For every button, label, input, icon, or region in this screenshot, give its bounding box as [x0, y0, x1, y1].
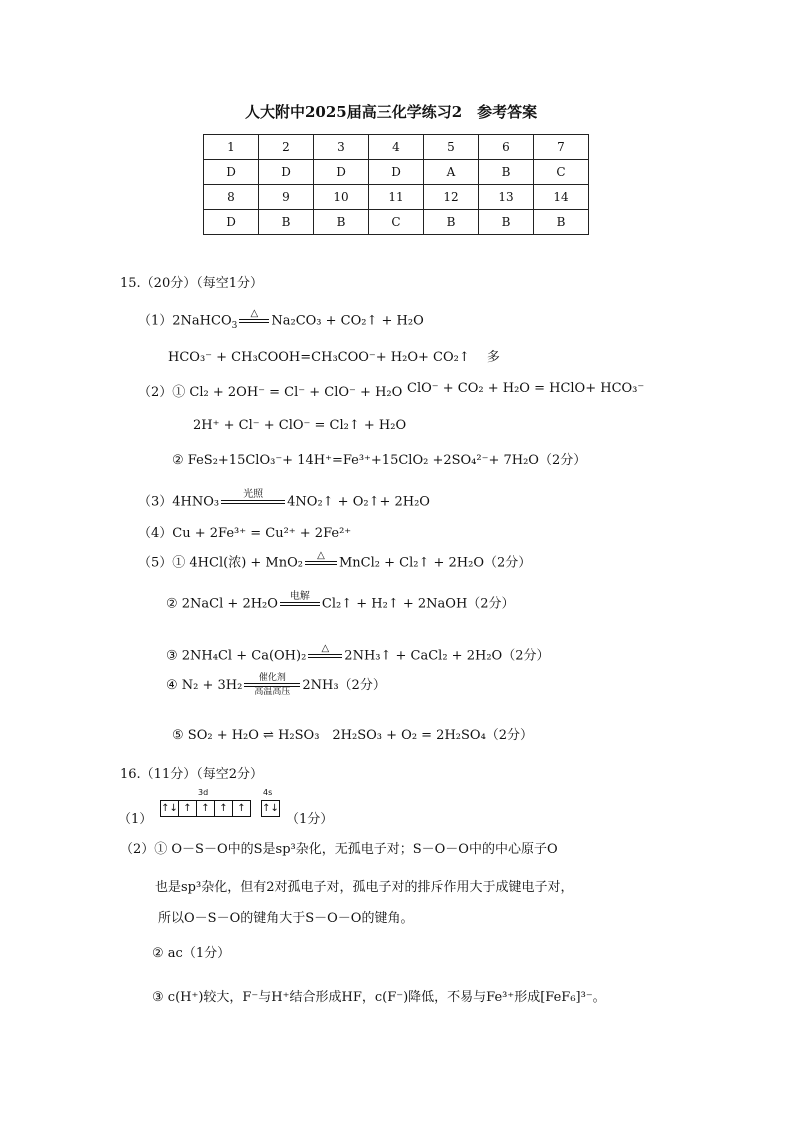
table-cell: B: [314, 210, 369, 235]
q15-p5-2-right: Cl₂↑ + H₂↑ + 2NaOH（2分）: [321, 596, 515, 612]
q15-p3-left: 4HNO₃: [172, 494, 220, 510]
q15-p5-3: [166, 644, 549, 668]
orbital-4s-diagram: [261, 800, 279, 817]
table-cell: D: [204, 210, 259, 235]
table-cell: 4: [369, 135, 424, 160]
q15-p4: （4）Cu + 2Fe³⁺ = Cu²⁺ + 2Fe²⁺: [138, 526, 352, 541]
q16-p2-line3: 所以O－S－O的键角大于S－O－O的键角。: [158, 911, 414, 926]
high-temp-pressure-condition: 高温高压: [254, 687, 291, 697]
heat-symbol: △: [250, 308, 259, 319]
table-cell: D: [259, 160, 314, 185]
answer-table: [203, 134, 589, 235]
orbital-box: ↑: [196, 800, 215, 817]
q15-p2-a1: ① Cl₂ + 2OH⁻ = Cl⁻ + ClO⁻ + H₂O: [172, 385, 403, 400]
orbital-box: ↑↓: [160, 800, 179, 817]
q15-p1-eq1: （1）2NaHCO$_3$ △ Na₂CO₃ + CO₂↑ + H₂O: [138, 308, 424, 332]
table-cell: 12: [424, 185, 479, 210]
q15-p5-3-left: ③ 2NH₄Cl + Ca(OH)₂: [166, 648, 307, 664]
table-cell: C: [369, 210, 424, 235]
q15-header: 15.（20分）（每空1分）: [120, 276, 263, 291]
heat-symbol: △: [317, 550, 325, 561]
orbital-3d-label: 3d: [198, 788, 209, 797]
q16-header: 16.（11分）（每空2分）: [120, 767, 263, 782]
q15-p2-b: ② FeS₂+15ClO₃⁻+ 14H⁺=Fe³⁺+15ClO₂ +2SO₄²⁻+ 7H₂O（2分）: [172, 453, 587, 468]
q15-p5-2-left: ② 2NaCl + 2H₂O: [166, 596, 278, 612]
page-title: 人大附中2025届高三化学练习2 参考答案: [245, 103, 538, 121]
orbital-box: ↑: [178, 800, 197, 817]
orbital-box: ↑: [214, 800, 233, 817]
table-cell: B: [534, 210, 589, 235]
q16-p1-score: （1分）: [286, 812, 334, 827]
table-cell: C: [534, 160, 589, 185]
table-cell: 9: [259, 185, 314, 210]
condition-arrow: [221, 490, 285, 514]
q16-p2-line1: （2）① O－S－O中的S是sp³杂化，无孤电子对；S－O－O中的中心原子O: [120, 842, 558, 857]
table-cell: D: [369, 160, 424, 185]
orbital-4s-label: 4s: [263, 788, 273, 797]
q15-p5-5: ⑤ SO₂ + H₂O ⇌ H₂SO₃ 2H₂SO₃ + O₂ = 2H₂SO₄（2分）: [172, 728, 534, 743]
table-row: [204, 135, 589, 160]
table-cell: 5: [424, 135, 479, 160]
q15-p1-label: （1）: [138, 313, 173, 329]
q15-p2-a2: ClO⁻ + CO₂ + H₂O = HClO+ HCO₃⁻: [407, 381, 645, 396]
table-cell: 10: [314, 185, 369, 210]
table-cell: 6: [479, 135, 534, 160]
q15-p3-right: 4NO₂↑ + O₂↑+ 2H₂O: [287, 494, 430, 510]
table-cell: B: [424, 210, 479, 235]
q15-p5-2: [166, 592, 515, 616]
q15-p5-1-left: ① 4HCl(浓) + MnO₂: [172, 555, 303, 571]
q15-p1-eq1-left: 2NaHCO: [172, 313, 232, 329]
condition-arrow: [305, 551, 337, 575]
table-cell: B: [479, 210, 534, 235]
condition-arrow: [280, 592, 320, 616]
q16-p2-b: ② ac（1分）: [152, 946, 231, 961]
table-row: [204, 210, 589, 235]
q15-p5-1-right: MnCl₂ + Cl₂↑ + 2H₂O（2分）: [338, 555, 532, 571]
table-row: [204, 160, 589, 185]
catalyst-condition: 催化剂: [258, 673, 286, 683]
table-cell: 7: [534, 135, 589, 160]
orbital-box: ↑: [232, 800, 251, 817]
table-cell: 3: [314, 135, 369, 160]
q16-p1-label: （1）: [118, 812, 153, 827]
q15-p2-label: （2）: [138, 385, 173, 400]
table-cell: D: [314, 160, 369, 185]
q15-p2-a3: 2H⁺ + Cl⁻ + ClO⁻ = Cl₂↑ + H₂O: [193, 418, 407, 433]
q15-p1-eq1-right: Na₂CO₃ + CO₂↑ + H₂O: [271, 313, 424, 329]
q16-p2-c: ③ c(H⁺)较大，F⁻与H⁺结合形成HF，c(F⁻)降低，不易与Fe³⁺形成[FeF₆]³⁻。: [152, 990, 606, 1005]
table-row: [204, 185, 589, 210]
q15-p5-4-left: ④ N₂ + 3H₂: [166, 678, 243, 693]
q15-p3-label: （3）: [138, 494, 173, 510]
q15-p5-3-right: 2NH₃↑ + CaCl₂ + 2H₂O（2分）: [344, 648, 550, 664]
table-cell: 13: [479, 185, 534, 210]
electrolysis-condition: 电解: [289, 591, 310, 602]
orbital-box: ↑↓: [261, 800, 280, 817]
light-condition: 光照: [243, 489, 264, 500]
q15-p3: [138, 490, 430, 514]
q15-p5-4: [166, 674, 386, 697]
q15-p2-line1: [138, 381, 402, 400]
table-cell: 1: [204, 135, 259, 160]
q15-p5-1: [138, 551, 531, 575]
heat-symbol: △: [321, 643, 330, 654]
condition-arrow: [239, 309, 269, 333]
q15-p5-label: （5）: [138, 555, 173, 571]
table-cell: 8: [204, 185, 259, 210]
reversible-arrow: [244, 674, 300, 697]
orbital-3d-diagram: [160, 800, 250, 817]
condition-arrow: [308, 644, 342, 668]
table-cell: A: [424, 160, 479, 185]
table-cell: 11: [369, 185, 424, 210]
q16-p2-line2: 也是sp³杂化，但有2对孤电子对，孤电子对的排斥作用大于成键电子对，: [155, 880, 574, 895]
table-cell: 14: [534, 185, 589, 210]
table-cell: B: [479, 160, 534, 185]
table-cell: B: [259, 210, 314, 235]
table-cell: 2: [259, 135, 314, 160]
q15-p1-eq2: HCO₃⁻ + CH₃COOH=CH₃COO⁻+ H₂O+ CO₂↑ 多: [168, 350, 500, 365]
table-cell: D: [204, 160, 259, 185]
q15-p5-4-right: 2NH₃（2分）: [302, 678, 386, 693]
